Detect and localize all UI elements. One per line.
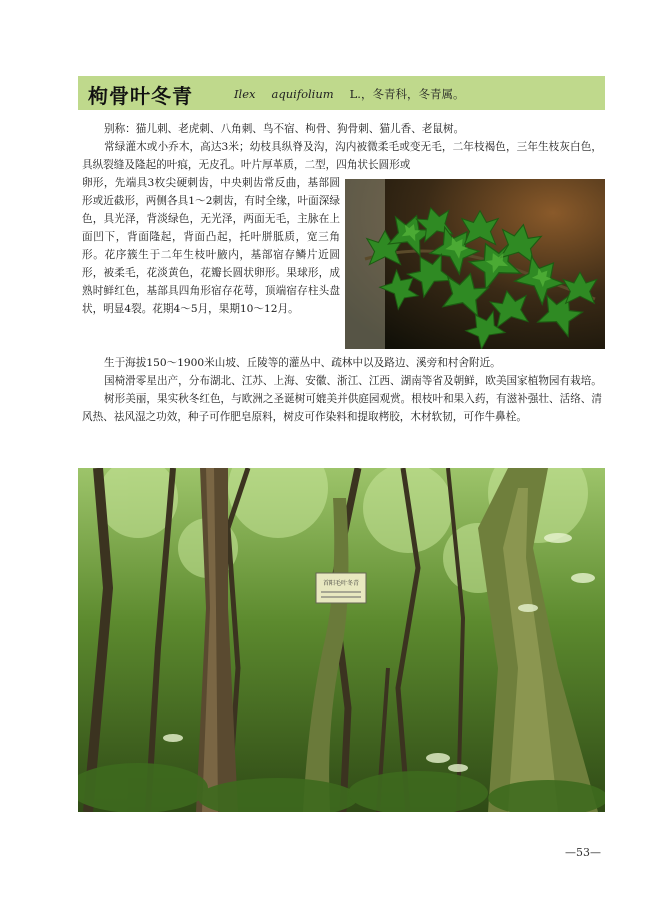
distribution-paragraph [82, 372, 602, 390]
epithet: aquifolium [271, 87, 334, 101]
page-number: —53— [565, 846, 601, 859]
uses-text: 树形美丽，果实秋冬红色，与欧洲之圣诞树可媲美并供庭园观赏。根枝叶和果入药，有滋补强壮、活络、清风热、祛风湿之功效，种子可作肥皂原料，树皮可作染料和提取栲胶，木材软韧，可作牛鼻栓。 [82, 393, 602, 423]
page-title: 枸骨叶冬青 [88, 84, 193, 108]
alias-paragraph [82, 120, 602, 138]
description-start-text: 常绿灌木或小乔木，高达3米；幼枝具纵脊及沟，沟内被微柔毛或变无毛，二年枝褐色，三年生枝灰白色，具纵裂缝及隆起的叶痕，无皮孔。叶片厚革质，二型，四角状长圆形或 [82, 141, 602, 171]
holly-leaf-photo [345, 179, 605, 349]
holly-leaf-illustration [345, 179, 605, 349]
author-family: L.，冬青科，冬青属。 [349, 87, 465, 101]
forest-photo [78, 468, 605, 812]
genus: Ilex [234, 87, 256, 101]
alias-text: 别称：猫儿刺、老虎刺、八角刺、鸟不宿、枸骨、狗骨刺、猫儿香、老鼠树。 [104, 123, 465, 135]
habitat-paragraph [82, 354, 602, 372]
intro-paragraphs [82, 120, 602, 174]
description-wrap: 卵形，先端具3枚尖硬刺齿，中央刺齿常反曲，基部圆形或近截形，两侧各具1～2刺齿，有时全缘，叶面深绿色，具光泽，背淡绿色，无光泽，两面无毛，主脉在上面凹下，背面隆起，背面凸起，托叶胼胝质，宽三角形。花序簇生于二年生枝叶腋内，基部宿存鳞片近圆形，被柔毛，花淡黄色，花瓣长圆状卵形。果球形，成熟时鲜红色，基部具四角形宿存花萼，顶端宿存柱头盘状，明显4裂。花期4～5月，果期10～12月。 [82, 177, 340, 315]
description-start [82, 138, 602, 174]
habitat-text: 生于海拔150～1900米山坡、丘陵等的灌丛中、疏林中以及路边、溪旁和村舍附近。 [104, 357, 501, 369]
title-bar [78, 76, 605, 110]
body-paragraphs [82, 354, 602, 426]
distribution-text: 国椅滑零星出产，分布湖北、江苏、上海、安徽、浙江、江西、湖南等省及朝鲜，欧美国家植物园有栽培。 [104, 375, 602, 387]
forest-illustration [78, 468, 605, 812]
uses-paragraph [82, 390, 602, 426]
scientific-name [234, 86, 464, 102]
tree-sign-text: 首阳毛叶冬青 [322, 580, 360, 587]
